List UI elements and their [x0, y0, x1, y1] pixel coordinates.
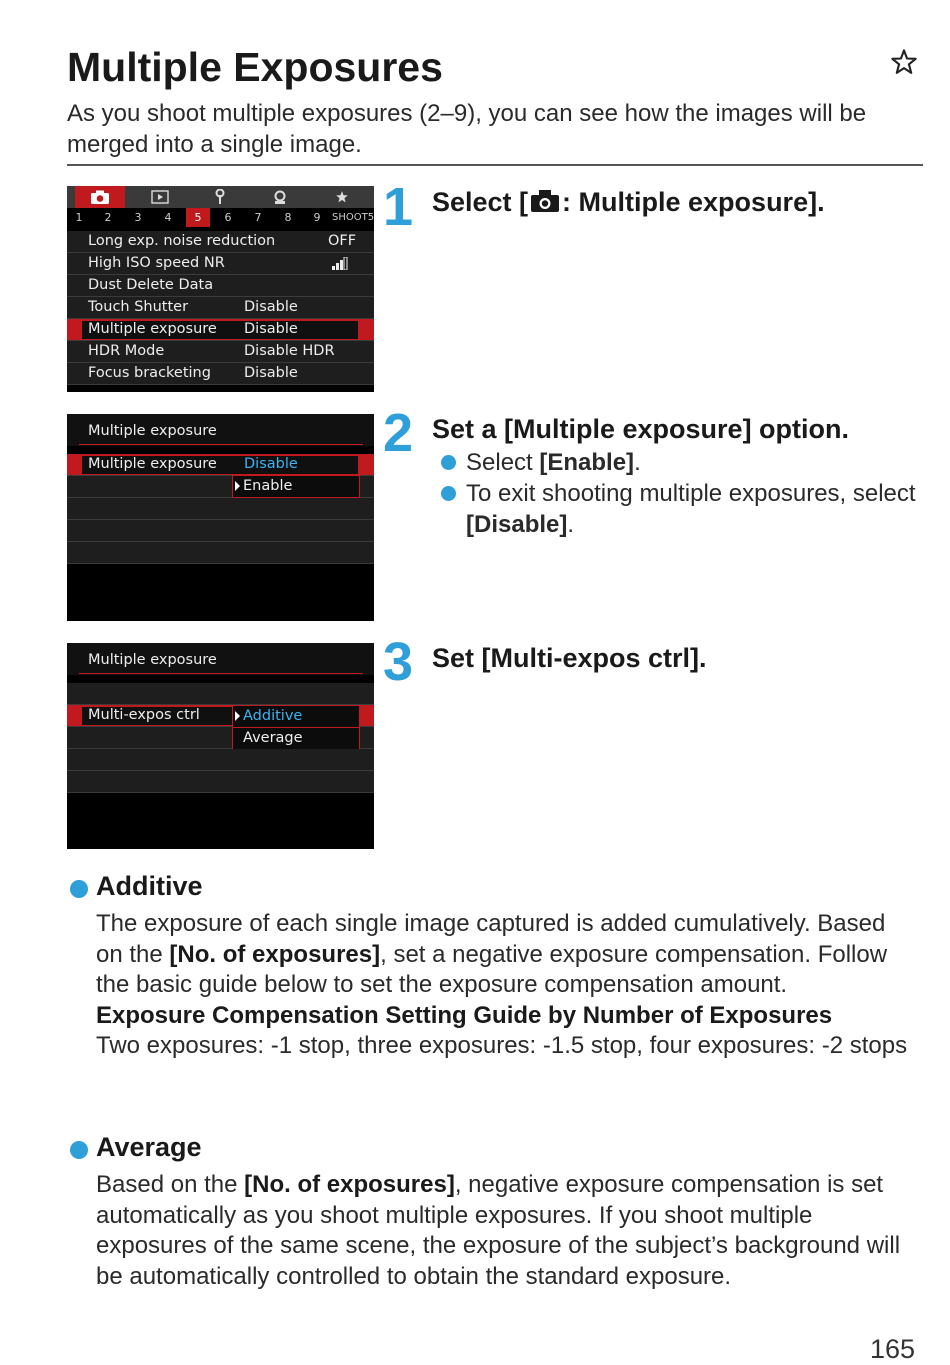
menu-row[interactable]: [67, 341, 374, 363]
menu-row-value: Disable HDR: [244, 343, 335, 359]
menu-row-label: High ISO speed NR: [88, 255, 225, 271]
caret-icon: [235, 711, 240, 721]
star-icon: [890, 48, 918, 76]
additive-description: The exposure of each single image captured is added cumulatively. Based on the [No. of exposures], set a negative exposure compensation. Follow the basic guide below to set the exposure compensation amount. Exposure Compensation Setting Guide by Number of Exposures Two exposures: -1 stop, three exposures: -1.5 stop, four exposures: -2 stops: [96, 910, 908, 1060]
option-additive[interactable]: [232, 705, 360, 728]
menu-row: [67, 683, 374, 705]
bullet-dot: [70, 880, 88, 898]
menu-tab-bar: [67, 186, 374, 208]
page-number[interactable]: 2: [104, 211, 112, 224]
menu-row-selected[interactable]: [67, 454, 374, 476]
step-number: 1: [383, 177, 414, 237]
screen-title: Multiple exposure: [88, 652, 217, 668]
option-average[interactable]: [232, 727, 360, 750]
page-number[interactable]: 7: [254, 211, 262, 224]
menu-row-label: Multi-expos ctrl: [88, 707, 200, 723]
page-number: 165: [870, 1334, 916, 1364]
menu-row-label: Multiple exposure: [88, 321, 217, 337]
step-number: 2: [383, 403, 414, 463]
section-heading-average: Average: [70, 1132, 202, 1163]
option-label: Additive: [243, 708, 303, 724]
multi-expos-ctrl-screen: [67, 643, 374, 849]
tab-custom[interactable]: [255, 186, 305, 208]
title-divider: [67, 164, 923, 166]
screen-title: Multiple exposure: [88, 423, 217, 439]
menu-row-label: Touch Shutter: [88, 299, 189, 315]
menu-row-value: Disable: [244, 299, 298, 315]
menu-row[interactable]: [67, 231, 374, 253]
star-icon: [335, 190, 349, 204]
level-icon: [332, 257, 348, 270]
page-number[interactable]: 4: [164, 211, 172, 224]
bullet-dot: [70, 1141, 88, 1159]
header-underline: [79, 673, 363, 674]
section-heading-additive: Additive: [70, 871, 203, 902]
step-heading: Set [Multi-expos ctrl].: [432, 643, 707, 673]
step-text: : Multiple exposure].: [562, 187, 825, 217]
page-number[interactable]: 1: [75, 211, 83, 224]
menu-row: [67, 498, 374, 520]
option-enable[interactable]: [232, 475, 360, 498]
tab-shooting[interactable]: [75, 186, 125, 208]
camera-icon: [530, 189, 560, 213]
bullet-item: Select [Enable].: [438, 447, 918, 478]
menu-row-label: HDR Mode: [88, 343, 165, 359]
guide-title: Exposure Compensation Setting Guide by Number of Exposures: [96, 1001, 833, 1029]
custom-icon: [272, 189, 288, 205]
step-heading: [432, 187, 825, 218]
menu-tab-name: SHOOT5: [332, 212, 374, 223]
tab-mymenu[interactable]: [317, 186, 367, 208]
header-underline: [79, 444, 363, 445]
menu-row: [67, 749, 374, 771]
tab-setup[interactable]: [195, 186, 245, 208]
step-text: Select [: [432, 187, 529, 217]
camera-icon: [90, 190, 110, 204]
average-description: Based on the [No. of exposures], negative exposure compensation is set automatically as you shoot multiple exposures. If you shoot multiple exposures of the same scene, the exposure of the subject’s background will be automatically controlled to obtain the standard exposure.: [96, 1171, 901, 1290]
playback-icon: [151, 190, 169, 204]
menu-row-value: Disable: [244, 365, 298, 381]
menu-row: [67, 771, 374, 793]
step-number: 3: [383, 632, 414, 692]
wrench-icon: [213, 189, 227, 205]
bullet-dot: [441, 455, 456, 470]
menu-row-value: Disable: [244, 456, 298, 472]
menu-row[interactable]: [67, 253, 374, 275]
menu-row[interactable]: [67, 275, 374, 297]
menu-row-label: Dust Delete Data: [88, 277, 214, 293]
page-number[interactable]: 3: [134, 211, 142, 224]
screen-header: [67, 414, 374, 446]
page-number[interactable]: 6: [224, 211, 232, 224]
bullet-dot: [441, 486, 456, 501]
menu-row-label: Focus bracketing: [88, 365, 211, 381]
caret-icon: [235, 481, 240, 491]
menu-row: [67, 542, 374, 564]
menu-row-value: Disable: [244, 321, 298, 337]
menu-screen-shoot5: [67, 186, 374, 392]
screen-header: [67, 643, 374, 675]
page-title: Multiple Exposures: [67, 44, 443, 90]
page-number[interactable]: 8: [284, 211, 292, 224]
intro-text: As you shoot multiple exposures (2–9), you can see how the images will be merged into a single image.: [67, 100, 867, 158]
menu-row-value: OFF: [328, 233, 357, 249]
option-label: Enable: [243, 478, 293, 494]
step-heading: Set a [Multiple exposure] option.: [432, 414, 850, 444]
menu-row: [67, 520, 374, 542]
tab-playback[interactable]: [135, 186, 185, 208]
option-label: Average: [243, 730, 303, 746]
menu-row-selected[interactable]: [67, 319, 374, 341]
guide-text: Two exposures: -1 stop, three exposures: -1.5 stop, four exposures: -2 stops: [96, 1032, 908, 1060]
menu-row[interactable]: [67, 297, 374, 319]
page-number[interactable]: 9: [313, 211, 321, 224]
bullet-item: To exit shooting multiple exposures, select [Disable].: [438, 478, 918, 540]
menu-row-label: Long exp. noise reduction: [88, 233, 276, 249]
page-number-active[interactable]: 5: [186, 208, 210, 227]
multiple-exposure-screen: [67, 414, 374, 621]
menu-row-label: Multiple exposure: [88, 456, 217, 472]
menu-row[interactable]: [67, 363, 374, 385]
menu-page-numbers: [67, 208, 374, 227]
